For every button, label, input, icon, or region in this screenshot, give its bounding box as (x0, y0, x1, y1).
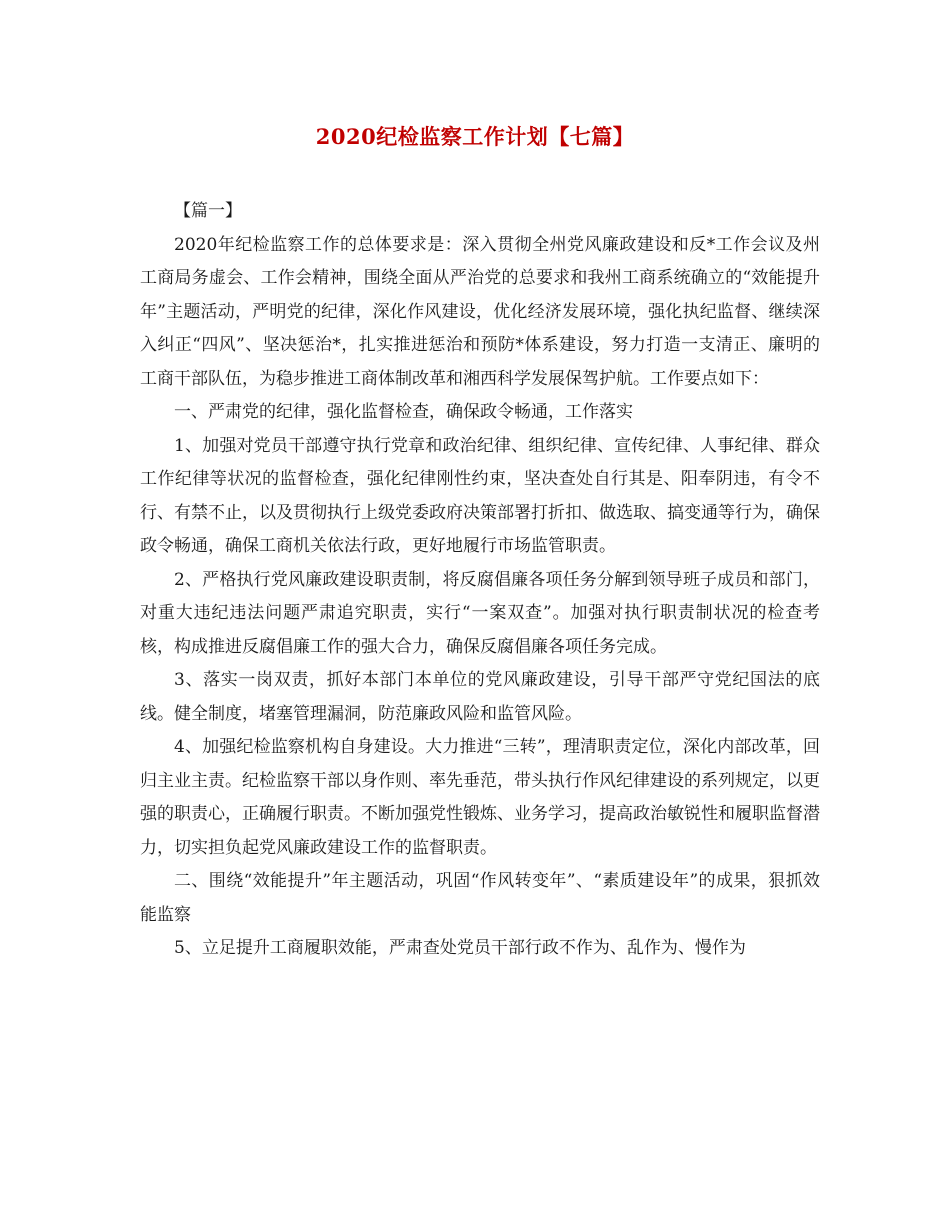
paragraph: 2、严格执行党风廉政建设职责制，将反腐倡廉各项任务分解到领导班子成员和部门，对重大违纪违法问题严肃追究职责，实行“一案双查”。加强对执行职责制状况的检查考核，构成推进反腐倡廉工作的强大合力，确保反腐倡廉各项任务完成。 (140, 569, 820, 657)
paragraph: 3、落实一岗双责，抓好本部门本单位的党风廉政建设，引导干部严守党纪国法的底线。健全制度，堵塞管理漏洞，防范廉政风险和监管风险。 (140, 670, 820, 724)
document-title: 2020纪检监察工作计划【七篇】 (315, 124, 635, 149)
paragraph: 2020年纪检监察工作的总体要求是：深入贯彻全州党风廉政建设和反*工作会议及州工商局务虚会、工作会精神，围绕全面从严治党的总要求和我州工商系统确立的“效能提升年”主题活动，严明党的纪律，深化作风建设，优化经济发展环境，强化执纪监督、继续深入纠正“四风”、坚决惩治*，扎实推进惩治和预防*体系建设，努力打造一支清正、廉明的工商干部队伍，为稳步推进工商体制改革和湘西科学发展保驾护航。工作要点如下： (140, 234, 820, 389)
paragraph: 二、围绕“效能提升”年主题活动，巩固“作风转变年”、“素质建设年”的成果，狠抓效能监察 (140, 871, 820, 925)
paragraph: 5、立足提升工商履职效能，严肃查处党员干部行政不作为、乱作为、慢作为 (174, 938, 746, 958)
paragraph: 1、加强对党员干部遵守执行党章和政治纪律、组织纪律、宣传纪律、人事纪律、群众工作纪律等状况的监督检查，强化纪律刚性约束，坚决查处自行其是、阳奉阴违，有令不行、有禁不止，以及贯彻执行上级党委政府决策部署打折扣、做选取、搞变通等行为，确保政令畅通，确保工商机关依法行政，更好地履行市场监管职责。 (140, 435, 820, 556)
document-body (140, 195, 820, 966)
paragraph: 4、加强纪检监察机构自身建设。大力推进“三转”，理清职责定位，深化内部改革，回归主业主责。纪检监察干部以身作则、率先垂范，带头执行作风纪律建设的系列规定，以更强的职责心，正确履行职责。不断加强党性锻炼、业务学习，提高政治敏锐性和履职监督潜力，切实担负起党风廉政建设工作的监督职责。 (140, 737, 820, 858)
section-heading: 【篇一】 (174, 201, 242, 221)
paragraph: 一、严肃党的纪律，强化监督检查，确保政令畅通，工作落实 (174, 402, 633, 422)
